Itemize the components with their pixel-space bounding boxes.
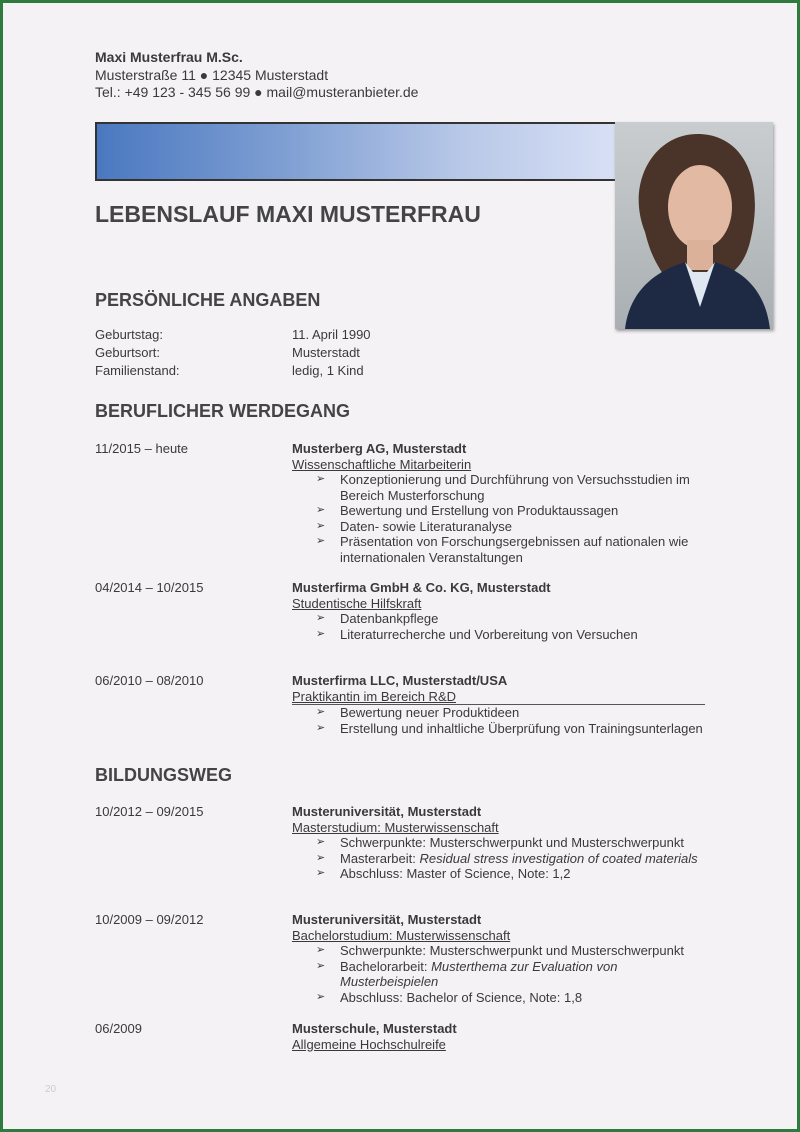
thesis-title: Residual stress investigation of coated materials <box>419 850 698 866</box>
entry-organization: Musterschule, Musterstadt <box>292 1021 457 1036</box>
bullet-list <box>292 472 715 565</box>
phone-email: Tel.: +49 123 - 345 56 99 ● mail@musteranbieter.de <box>95 84 419 100</box>
arrow-bullet-icon: ➢ <box>316 990 326 1003</box>
list-item <box>292 851 715 867</box>
entry-date: 06/2010 – 08/2010 <box>95 673 204 688</box>
entry-role: Allgemeine Hochschulreife <box>292 1036 446 1052</box>
cv-entry <box>95 580 715 642</box>
arrow-bullet-icon: ➢ <box>316 836 326 848</box>
entry-role: Wissenschaftliche Mitarbeiterin <box>292 456 472 472</box>
entry-organization: Musterfirma LLC, Musterstadt/USA <box>292 673 508 688</box>
list-item <box>292 959 715 990</box>
arrow-bullet-icon: ➢ <box>316 944 326 956</box>
heading-personal: PERSÖNLICHE ANGABEN <box>95 290 321 310</box>
profile-photo <box>615 122 773 329</box>
list-item <box>292 835 715 851</box>
entry-role: Studentische Hilfskraft <box>292 595 422 611</box>
list-item <box>292 866 715 882</box>
entry-date: 04/2014 – 10/2015 <box>95 580 204 595</box>
arrow-bullet-icon: ➢ <box>316 721 326 734</box>
list-item <box>292 943 715 959</box>
personal-row <box>95 344 360 362</box>
arrow-bullet-icon: ➢ <box>316 959 326 972</box>
entry-date: 10/2012 – 09/2015 <box>95 804 204 819</box>
entry-organization: Musterberg AG, Musterstadt <box>292 441 467 456</box>
list-item <box>292 721 715 737</box>
value: Musterstadt <box>292 345 360 360</box>
bullet-text: Literaturrecherche und Vorbereitung von Versuchen <box>340 626 638 642</box>
arrow-bullet-icon: ➢ <box>316 535 326 547</box>
arrow-bullet-icon: ➢ <box>316 867 326 879</box>
heading-career: BERUFLICHER WERDEGANG <box>95 401 350 421</box>
list-item <box>292 627 715 643</box>
arrow-bullet-icon: ➢ <box>316 612 326 624</box>
bullet-text: Abschluss: Master of Science, Note: 1,2 <box>340 866 571 881</box>
bullet-text: Schwerpunkte: Musterschwerpunkt und Musterschwerpunkt <box>340 835 684 850</box>
list-item <box>292 611 715 627</box>
entry-role: Praktikantin im Bereich R&D <box>292 689 705 706</box>
list-item <box>292 472 715 503</box>
bullet-text: Bewertung und Erstellung von Produktaussagen <box>340 503 619 518</box>
cv-entry <box>95 673 715 736</box>
list-item <box>292 705 715 721</box>
arrow-bullet-icon: ➢ <box>316 519 326 532</box>
arrow-bullet-icon: ➢ <box>316 473 326 485</box>
bullet-text: Daten- sowie Literaturanalyse <box>340 518 512 534</box>
entry-date: 10/2009 – 09/2012 <box>95 912 204 927</box>
cv-page <box>3 3 797 1129</box>
value: ledig, 1 Kind <box>292 363 364 378</box>
bullet-text: Konzeptionierung und Durchführung von Versuchsstudien im Bereich Musterforschung <box>340 472 690 503</box>
list-item <box>292 519 715 535</box>
entry-organization: Musteruniversität, Musterstadt <box>292 912 482 927</box>
value: 11. April 1990 <box>292 327 371 342</box>
contact-block <box>95 49 418 102</box>
bullet-text: Masterarbeit: <box>340 850 420 866</box>
personal-row <box>95 326 371 344</box>
cv-entry <box>95 441 715 565</box>
bullet-text: Präsentation von Forschungsergebnissen auf nationalen wie internationalen Veranstaltungen <box>340 534 689 565</box>
personal-row <box>95 362 364 380</box>
page-number: 20 <box>45 1084 57 1095</box>
gradient-banner <box>95 122 618 181</box>
bullet-text: Datenbankpflege <box>340 611 439 626</box>
applicant-name: Maxi Musterfrau M.Sc. <box>95 49 243 65</box>
heading-education: BILDUNGSWEG <box>95 765 232 785</box>
bullet-text: Erstellung und inhaltliche Überprüfung von Trainingsunterlagen <box>340 720 703 736</box>
cv-entry <box>95 1021 715 1052</box>
arrow-bullet-icon: ➢ <box>316 504 326 516</box>
address: Musterstraße 11 ● 12345 Musterstadt <box>95 66 329 83</box>
page-title: LEBENSLAUF MAXI MUSTERFRAU <box>95 201 481 227</box>
entry-organization: Musteruniversität, Musterstadt <box>292 804 482 819</box>
label: Geburtsort: <box>95 345 161 360</box>
bullet-list <box>292 611 715 642</box>
bullet-text: Bewertung neuer Produktideen <box>340 705 520 720</box>
cv-entry <box>95 804 715 882</box>
arrow-bullet-icon: ➢ <box>316 851 326 864</box>
entry-role: Bachelorstudium: Musterwissenschaft <box>292 927 511 943</box>
bullet-list <box>292 835 715 882</box>
entry-role: Masterstudium: Musterwissenschaft <box>292 819 499 835</box>
entry-date: 06/2009 <box>95 1021 142 1036</box>
bullet-text: Abschluss: Bachelor of Science, Note: 1,8 <box>340 989 583 1005</box>
bullet-list <box>292 943 715 1005</box>
arrow-bullet-icon: ➢ <box>316 706 326 718</box>
cv-entry <box>95 912 715 1005</box>
arrow-bullet-icon: ➢ <box>316 627 326 640</box>
list-item <box>292 503 715 519</box>
label: Familienstand: <box>95 363 180 378</box>
entry-organization: Musterfirma GmbH & Co. KG, Musterstadt <box>292 580 551 595</box>
bullet-text: Schwerpunkte: Musterschwerpunkt und Musterschwerpunkt <box>340 943 684 958</box>
bullet-text: Bachelorarbeit: <box>340 958 432 974</box>
label: Geburtstag: <box>95 327 163 342</box>
list-item <box>292 534 715 565</box>
bullet-list <box>292 705 715 736</box>
thesis-title: Musterthema zur Evaluation von Musterbeispielen <box>340 958 618 989</box>
list-item <box>292 990 715 1006</box>
entry-date: 11/2015 – heute <box>95 441 189 456</box>
